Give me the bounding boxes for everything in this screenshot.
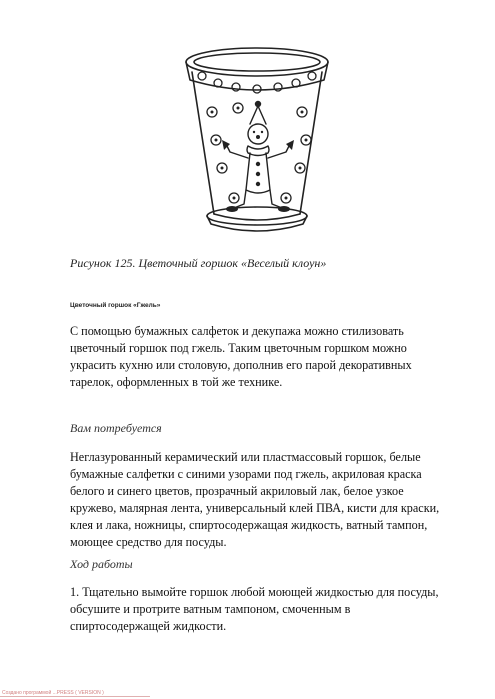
intro-paragraph: С помощью бумажных салфеток и декупажа можно стилизовать цветочный горшок под гжель. Таким цветочным горшком можно украсить кухню или столовую, дополнив его парой декоративных тарелок, оформленных в той же технике. bbox=[70, 324, 412, 389]
figure-caption: Рисунок 125. Цветочный горшок «Веселый клоун» bbox=[70, 256, 327, 270]
footer-line bbox=[0, 696, 150, 697]
procedure-step-1: 1. Тщательно вымойте горшок любой моющей жидкостью для посуды, обсушите и протрите ватным тампоном, смоченным в спиртосодержащей жидкости. bbox=[70, 585, 439, 633]
flower-pot-illustration bbox=[178, 40, 336, 240]
materials-paragraph: Неглазурованный керамический или пластмассовый горшок, белые бумажные салфетки с синими узорами под гжель, акриловая краска белого и синего цветов, прозрачный акриловый лак, белое узкое кружево, малярная лента, универсальный клей ПВА, кисти для краски, клея и лака, ножницы, спиртосодержащая жидкость, ватный тампон, моющее средство для посуды. bbox=[70, 450, 440, 549]
materials-heading: Вам потребуется bbox=[70, 421, 162, 435]
procedure-heading: Ход работы bbox=[70, 557, 133, 571]
section-label: Цветочный горшок «Гжель» bbox=[70, 302, 161, 309]
footer-watermark: Создано программой ...PRESS ( VERSION ) bbox=[2, 690, 104, 696]
